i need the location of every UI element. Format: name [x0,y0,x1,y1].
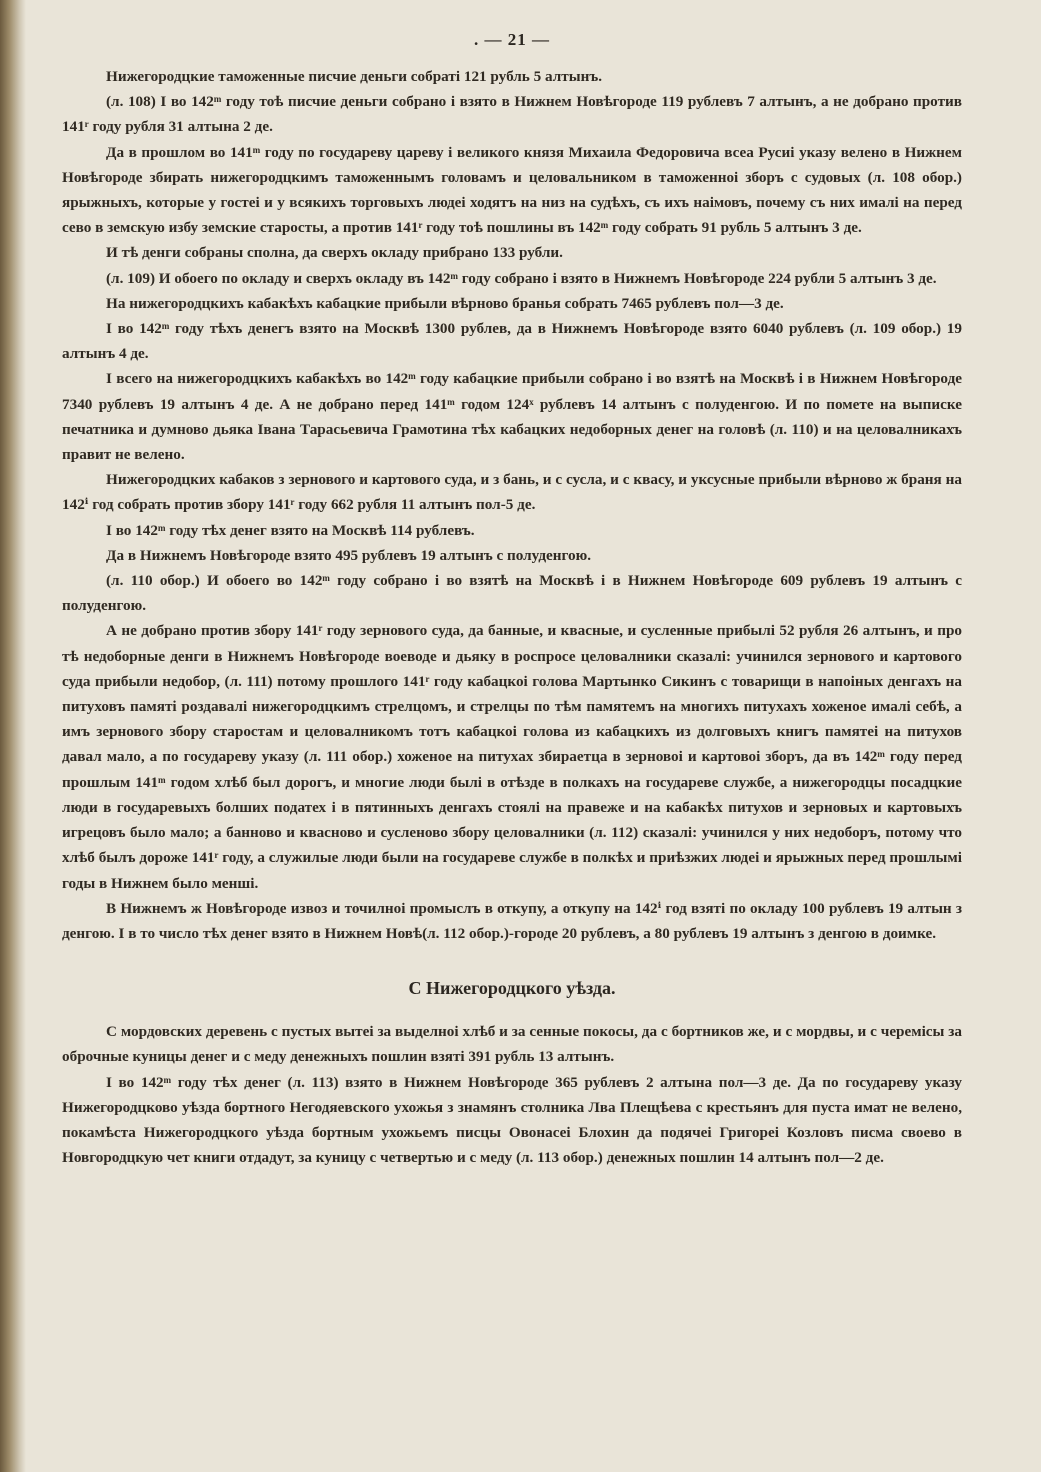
paragraph: (л. 110 обор.) И обоего во 142ᵐ году собрано і во взятѣ на Москвѣ і в Нижнем Новѣгороде 609 рублевъ 19 алтынъ с полуденгою. [62,572,962,615]
paragraph: (л. 108) І во 142ᵐ году тоѣ писчие деньги собрано і взято в Нижнем Новѣгороде 119 рублевъ 7 алтынъ, а не добрано против 141ʳ году рубля 31 алтына 2 де. [62,93,962,136]
paragraph: С мордовских деревень с пустых вытеі за выделноі хлѣб и за сенные покосы, да с бортников же, и с мордвы, и с черемісы за оброчные куницы денег и с меду денежныхъ пошлин взяті 391 рубль 13 алтынъ. [62,1023,962,1066]
paragraph: Нижегородцкие таможенные писчие деньги собраті 121 рубль 5 алтынъ. [106,68,602,85]
paragraph: В Нижнемъ ж Новѣгороде извоз и точилноі промыслъ в откупу, а откупу на 142ⁱ год взяті по окладу 100 рублевъ 19 алтын з денгою. І в то число тѣх денег взято в Нижнем Новѣ(л. 112 обор.)-городе 20 рублевъ, а 80 рублевъ 19 алтынъ з денгою в доимке. [62,899,962,942]
paragraph: Нижегородцких кабаков з зернового и картового суда, и з бань, и с сусла, и с квасу, и уксусные прибыли вѣрново ж браня на 142ⁱ год собрать против збору 141ʳ году 662 рубля 11 алтынъ пол-5 де. [62,471,962,514]
document-page [62,30,962,1170]
paragraph: І во 142ᵐ году тѣхъ денегъ взято на Москвѣ 1300 рублев, да в Нижнемъ Новѣгороде взято 6040 рублевъ (л. 109 обор.) 19 алтынъ 4 де. [62,320,962,363]
bottom-section [62,1019,962,1170]
paragraph: І всего на нижегородцкихъ кабакѣхъ во 142ᵐ году кабацкие прибыли собрано і во взятѣ на Москвѣ і в Нижнем Новѣгороде 7340 рублевъ 19 алтынъ 4 де. А не добрано перед 141ᵐ годом 124ˣ рублевъ 14 алтынъ с полуденгою. И по помете на выписке печатника и думново дьяка Івана Тарасьевича Грамотина тѣх кабацких недоборных денег на головѣ (л. 110) и на целовалникахъ правит не велено. [62,370,962,464]
paragraph: Да в Нижнемъ Новѣгороде взято 495 рублевъ 19 алтынъ с полуденгою. [106,546,592,564]
top-section [62,64,962,946]
paragraph: На нижегородцкихъ кабакѣхъ кабацкие прибыли вѣрново бранья собрать 7465 рублевъ пол—3 де. [106,294,784,312]
paragraph: І во 142ᵐ году тѣх денег (л. 113) взято в Нижнем Новѣгороде 365 рублевъ 2 алтына пол—3 де. Да по государеву указу Нижегородцково уѣзда бортного Негодяевского ухожья з знамянъ столника Лва Плещѣева с крестьянъ для пуста имат не велено, покамѣста Нижегородцкого уѣзда бортным ухожьемъ писцы Овонасеі Блохин да подячеі Григореі Козловъ писма своево в Новгородцкую чет книги отдадут, за куницу с четвертью и с меду (л. 113 обор.) денежных пошлин 14 алтынъ пол—2 де. [62,1073,962,1167]
page-number: . — 21 — [474,30,550,49]
paragraph: И тѣ денги собраны сполна, да сверхъ окладу прибрано 133 рубли. [106,244,563,262]
paragraph: А не добрано против збору 141ʳ году зернового суда, да банные, и квасные, и сусленные прибылі 52 рубля 26 алтынъ, и про тѣ недоборные денги в Нижнемъ Новѣгороде воеводе и дьяку в роспросе целовалники сказалі: учинился зернового и картового суда прибыли недобор, (л. 111) потому прошлого 141ʳ году кабацкоі голова Мартынко Сикинъ с товарищи в напоіных денгахъ на питуховъ памятi роздавалі нижегородцкимъ стрелцомъ, и стрелцы по тѣм памятемъ на многихъ питухахъ хоженое ималі себѣ, а имъ зернового збору старостам и целовалникомъ тотъ кабацкоі голова из кабацкихъ из долговыхъ книгъ памятеі на питухов давал мало, а по государеву указу (л. 111 обор.) хоженое на питухах збираетца в зерновоі и картовоі зборъ, да въ 142ᵐ году перед прошлым 141ᵐ годом хлѣб был дорогъ, и многие люди былі в отѣзде в полкахъ на государеве службе, а нижегородцы посадцкие люди в государевыхъ болших податех і в пятинныхъ денгахъ стоялі на правеже и на кабакѣх питухов и зерновых и картовыхъ игрецовъ было мало; а банново и квасново и сусленово збору целовалники (л. 112) сказалі: учинился у них недоборъ, потому что хлѣб былъ дороже 141ʳ году, а служилые люди были на государеве службе в полкѣх и приѣзжих людеі и ярыжных перед прошлымі годы в Нижнем было менші. [62,622,962,892]
paragraph: (л. 109) И обоего по окладу и сверхъ окладу въ 142ᵐ году собрано і взято в Нижнемъ Новѣгороде 224 рубли 5 алтынъ 3 де. [106,269,937,287]
paragraph: Да в прошлом во 141ᵐ году по государеву цареву і великого князя Михаила Федоровича всеа Русиі указу велено в Нижнем Новѣгороде збирать нижегородцкимъ таможеннымъ головамъ и целовальником в таможенноі зборъ с судовых (л. 108 обор.) ярыжныхъ, которые у гостеі и у всякихъ торговыхъ людеі ходятъ на низ на судѣхъ, съ ихъ наімовъ, почему съ них ималі на перед сево в земскую избу земские старосты, а против 141ʳ году тоѣ пошлины въ 142ᵐ году собрать 91 рубль 5 алтынъ 3 де. [62,143,962,237]
section-heading: С Нижегородцкого уѣзда. [408,978,616,999]
book-spine-shadow [0,0,26,1472]
paragraph: І во 142ᵐ году тѣх денег взято на Москвѣ 114 рублевъ. [106,521,475,539]
